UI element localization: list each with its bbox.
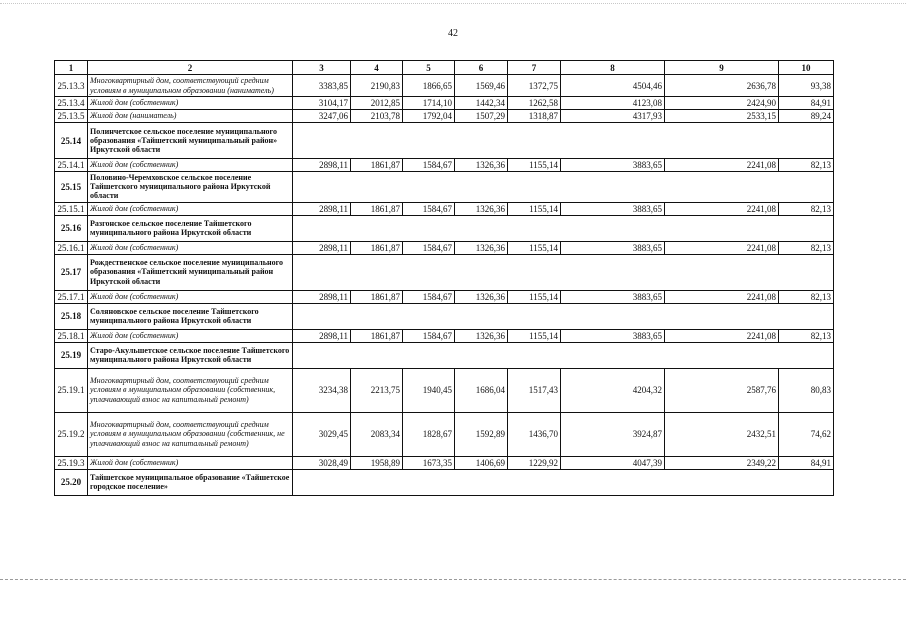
value-cell: 2587,76 [665,368,779,412]
section-empty-cell [293,254,834,290]
section-empty-cell [293,303,834,329]
header-cell: 7 [508,61,561,75]
row-code: 25.17 [55,254,88,290]
row-description: Многоквартирный дом, соответствующий средним условиям в муниципальном образовании (наниматель) [88,75,293,97]
section-name: Тайшетское муниципальное образование «Тайшетское городское поселение» [88,469,293,495]
scan-artifact-top [0,3,906,4]
section-row [55,215,834,241]
section-row [55,172,834,203]
scan-artifact-bottom [0,579,906,580]
value-cell: 2213,75 [351,368,403,412]
value-cell: 1442,34 [455,97,508,110]
value-cell: 3883,65 [561,159,665,172]
table-row [55,75,834,97]
value-cell: 82,13 [779,202,834,215]
value-cell: 1686,04 [455,368,508,412]
value-cell: 3234,38 [293,368,351,412]
value-cell: 3883,65 [561,329,665,342]
value-cell: 2898,11 [293,329,351,342]
header-row [55,61,834,75]
value-cell: 4317,93 [561,110,665,123]
value-cell: 1229,92 [508,456,561,469]
table-row [55,329,834,342]
row-code: 25.13.4 [55,97,88,110]
value-cell: 1372,75 [508,75,561,97]
tariff-table [54,60,834,496]
section-row [55,254,834,290]
section-name: Полинчетское сельское поселение муниципального образования «Тайшетский муниципальный район» Иркутской области [88,123,293,159]
value-cell: 1507,29 [455,110,508,123]
value-cell: 3028,49 [293,456,351,469]
value-cell: 2083,34 [351,412,403,456]
value-cell: 1262,58 [508,97,561,110]
section-name: Разгонское сельское поселение Тайшетского муниципального района Иркутской области [88,215,293,241]
value-cell: 1406,69 [455,456,508,469]
value-cell: 1155,14 [508,159,561,172]
header-cell: 10 [779,61,834,75]
row-code: 25.18.1 [55,329,88,342]
row-code: 25.13.3 [55,75,88,97]
header-cell: 5 [403,61,455,75]
header-cell: 4 [351,61,403,75]
section-name: Рождественское сельское поселение муниципального образования «Тайшетский муниципальный район Иркутской области [88,254,293,290]
table-row [55,368,834,412]
row-description: Жилой дом (собственник) [88,456,293,469]
value-cell: 1861,87 [351,329,403,342]
value-cell: 2898,11 [293,241,351,254]
row-description: Жилой дом (собственник) [88,202,293,215]
header-cell: 9 [665,61,779,75]
section-row [55,123,834,159]
row-code: 25.16 [55,215,88,241]
section-empty-cell [293,215,834,241]
value-cell: 4504,46 [561,75,665,97]
header-cell: 2 [88,61,293,75]
section-name: Соляновское сельское поселение Тайшетского муниципального района Иркутской области [88,303,293,329]
row-code: 25.14.1 [55,159,88,172]
value-cell: 2898,11 [293,159,351,172]
value-cell: 1155,14 [508,329,561,342]
value-cell: 2241,08 [665,202,779,215]
value-cell: 1866,65 [403,75,455,97]
header-cell: 1 [55,61,88,75]
value-cell: 82,13 [779,290,834,303]
value-cell: 1584,67 [403,241,455,254]
value-cell: 1569,46 [455,75,508,97]
row-code: 25.18 [55,303,88,329]
value-cell: 4204,32 [561,368,665,412]
value-cell: 1584,67 [403,290,455,303]
value-cell: 1958,89 [351,456,403,469]
row-code: 25.19 [55,342,88,368]
value-cell: 1673,35 [403,456,455,469]
row-code: 25.19.2 [55,412,88,456]
value-cell: 1155,14 [508,290,561,303]
row-description: Многоквартирный дом, соответствующий средним условиям в муниципальном образовании (собственник, не уплачивающий взнос на капитальный ремонт) [88,412,293,456]
value-cell: 4123,08 [561,97,665,110]
value-cell: 1326,36 [455,329,508,342]
value-cell: 2190,83 [351,75,403,97]
value-cell: 1861,87 [351,290,403,303]
value-cell: 3883,65 [561,241,665,254]
value-cell: 2241,08 [665,290,779,303]
table-row [55,110,834,123]
value-cell: 1861,87 [351,159,403,172]
value-cell: 1584,67 [403,329,455,342]
row-code: 25.19.1 [55,368,88,412]
value-cell: 93,38 [779,75,834,97]
value-cell: 1592,89 [455,412,508,456]
value-cell: 2241,08 [665,329,779,342]
table-row [55,412,834,456]
table-row [55,202,834,215]
value-cell: 2636,78 [665,75,779,97]
value-cell: 2898,11 [293,290,351,303]
value-cell: 2424,90 [665,97,779,110]
value-cell: 3104,17 [293,97,351,110]
row-description: Жилой дом (собственник) [88,97,293,110]
header-cell: 6 [455,61,508,75]
value-cell: 1584,67 [403,202,455,215]
value-cell: 2898,11 [293,202,351,215]
value-cell: 1517,43 [508,368,561,412]
value-cell: 1584,67 [403,159,455,172]
value-cell: 1828,67 [403,412,455,456]
value-cell: 1326,36 [455,202,508,215]
table-row [55,97,834,110]
header-cell: 8 [561,61,665,75]
value-cell: 2103,78 [351,110,403,123]
value-cell: 1792,04 [403,110,455,123]
value-cell: 1714,10 [403,97,455,110]
section-row [55,342,834,368]
row-code: 25.16.1 [55,241,88,254]
value-cell: 1436,70 [508,412,561,456]
value-cell: 3383,85 [293,75,351,97]
row-description: Жилой дом (собственник) [88,241,293,254]
value-cell: 2432,51 [665,412,779,456]
row-description: Жилой дом (собственник) [88,290,293,303]
value-cell: 1326,36 [455,159,508,172]
page-number: 42 [448,28,458,39]
value-cell: 1318,87 [508,110,561,123]
value-cell: 84,91 [779,97,834,110]
value-cell: 89,24 [779,110,834,123]
section-empty-cell [293,342,834,368]
row-code: 25.15.1 [55,202,88,215]
section-name: Половино-Черемховское сельское поселение Тайшетского муниципального района Иркутской области [88,172,293,203]
row-code: 25.15 [55,172,88,203]
value-cell: 2241,08 [665,241,779,254]
value-cell: 2012,85 [351,97,403,110]
row-description: Жилой дом (собственник) [88,329,293,342]
row-description: Многоквартирный дом, соответствующий средним условиям в муниципальном образовании (собственник, уплачивающий взнос на капитальный ремонт) [88,368,293,412]
value-cell: 1326,36 [455,241,508,254]
row-code: 25.17.1 [55,290,88,303]
row-code: 25.20 [55,469,88,495]
header-cell: 3 [293,61,351,75]
value-cell: 1861,87 [351,241,403,254]
table-row [55,456,834,469]
row-code: 25.13.5 [55,110,88,123]
value-cell: 74,62 [779,412,834,456]
value-cell: 3883,65 [561,202,665,215]
row-code: 25.14 [55,123,88,159]
value-cell: 82,13 [779,329,834,342]
row-description: Жилой дом (наниматель) [88,110,293,123]
value-cell: 3924,87 [561,412,665,456]
value-cell: 82,13 [779,159,834,172]
value-cell: 82,13 [779,241,834,254]
table-body [55,61,834,496]
value-cell: 2349,22 [665,456,779,469]
section-name: Старо-Акульшетское сельское поселение Тайшетского муниципального района Иркутской области [88,342,293,368]
table-row [55,290,834,303]
table-row [55,159,834,172]
value-cell: 2533,15 [665,110,779,123]
value-cell: 1326,36 [455,290,508,303]
value-cell: 3247,06 [293,110,351,123]
value-cell: 3883,65 [561,290,665,303]
value-cell: 1155,14 [508,241,561,254]
section-empty-cell [293,123,834,159]
value-cell: 1940,45 [403,368,455,412]
value-cell: 1155,14 [508,202,561,215]
table-row [55,241,834,254]
value-cell: 84,91 [779,456,834,469]
value-cell: 80,83 [779,368,834,412]
row-code: 25.19.3 [55,456,88,469]
value-cell: 4047,39 [561,456,665,469]
section-empty-cell [293,172,834,203]
value-cell: 1861,87 [351,202,403,215]
row-description: Жилой дом (собственник) [88,159,293,172]
value-cell: 3029,45 [293,412,351,456]
section-row [55,303,834,329]
section-empty-cell [293,469,834,495]
section-row [55,469,834,495]
value-cell: 2241,08 [665,159,779,172]
